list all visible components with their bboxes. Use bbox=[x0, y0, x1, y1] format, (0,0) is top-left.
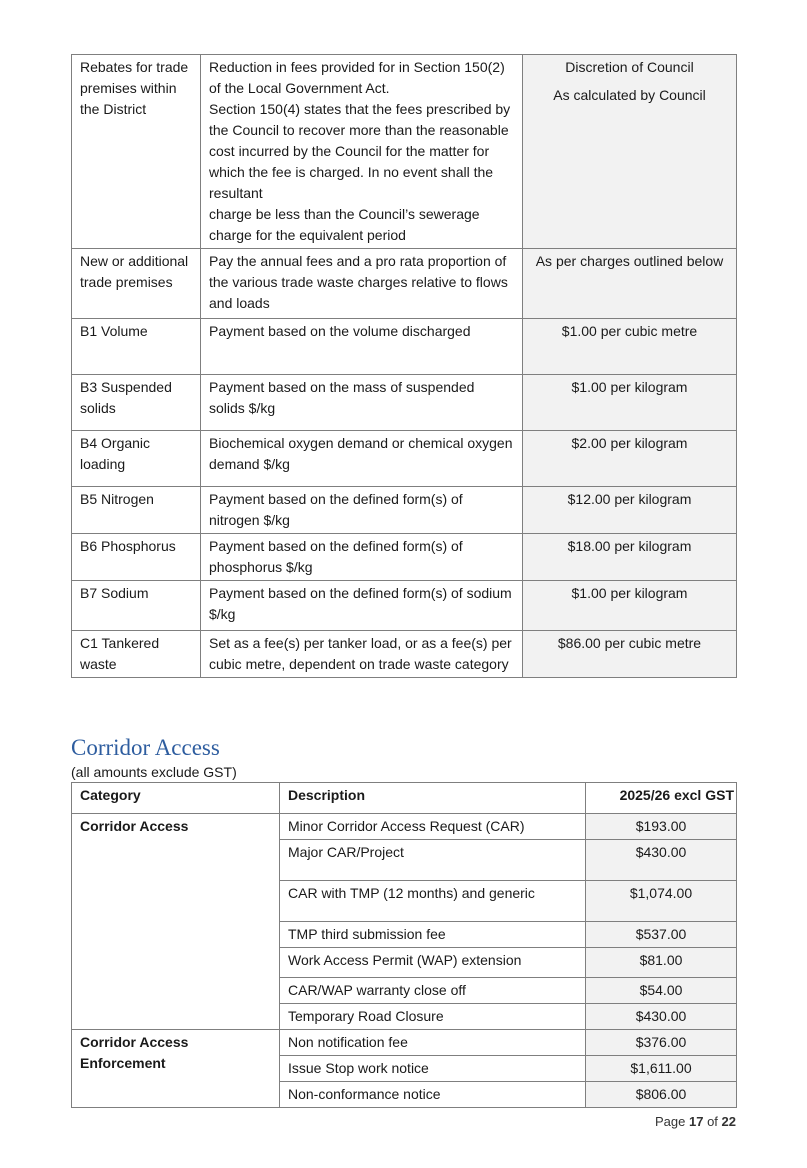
description-line: Payment based on the defined form(s) of sodium $/kg bbox=[209, 585, 512, 622]
corridor-amount: $54.00 bbox=[586, 978, 737, 1004]
corridor-amount: $376.00 bbox=[586, 1030, 737, 1056]
corridor-access-table bbox=[71, 782, 737, 1108]
trade-waste-row bbox=[72, 319, 737, 375]
corridor-description: CAR with TMP (12 months) and generic bbox=[280, 881, 586, 922]
section-title: Corridor Access bbox=[71, 735, 220, 760]
corridor-row bbox=[72, 814, 737, 840]
trade-waste-row bbox=[72, 249, 737, 319]
trade-waste-table bbox=[71, 54, 737, 678]
trade-waste-description bbox=[201, 631, 523, 678]
trade-waste-charge bbox=[523, 487, 737, 534]
trade-waste-category: B5 Nitrogen bbox=[72, 487, 201, 534]
description-line: charge be less than the Council’s sewerage charge for the equivalent period bbox=[209, 206, 480, 243]
corridor-category: Corridor Access bbox=[72, 814, 280, 1030]
trade-waste-description bbox=[201, 249, 523, 319]
corridor-description: CAR/WAP warranty close off bbox=[280, 978, 586, 1004]
trade-waste-category: B6 Phosphorus bbox=[72, 534, 201, 581]
description-line: Payment based on the volume discharged bbox=[209, 323, 471, 339]
corridor-description: Non notification fee bbox=[280, 1030, 586, 1056]
section-note: (all amounts exclude GST) bbox=[71, 764, 237, 780]
trade-waste-category: B1 Volume bbox=[72, 319, 201, 375]
trade-waste-charge bbox=[523, 249, 737, 319]
charge-line: $1.00 per kilogram bbox=[571, 379, 688, 395]
corridor-access-table-body bbox=[72, 814, 737, 1108]
trade-waste-category: New or additional trade premises bbox=[72, 249, 201, 319]
corridor-description: Major CAR/Project bbox=[280, 840, 586, 881]
trade-waste-charge bbox=[523, 631, 737, 678]
corridor-category: Corridor Access Enforcement bbox=[72, 1030, 280, 1108]
charge-line: As per charges outlined below bbox=[535, 253, 724, 269]
trade-waste-category: B4 Organic loading bbox=[72, 431, 201, 487]
corridor-amount: $806.00 bbox=[586, 1082, 737, 1108]
corridor-amount: $1,611.00 bbox=[586, 1056, 737, 1082]
corridor-header-row bbox=[72, 783, 737, 814]
corridor-description: Temporary Road Closure bbox=[280, 1004, 586, 1030]
trade-waste-category: B3 Suspended solids bbox=[72, 375, 201, 431]
corridor-description: Issue Stop work notice bbox=[280, 1056, 586, 1082]
corridor-amount: $430.00 bbox=[586, 840, 737, 881]
corridor-description: Work Access Permit (WAP) extension bbox=[280, 948, 586, 978]
corridor-description: Minor Corridor Access Request (CAR) bbox=[280, 814, 586, 840]
page-word: Page bbox=[654, 1114, 686, 1129]
trade-waste-category: B7 Sodium bbox=[72, 581, 201, 631]
description-line: Payment based on the mass of suspended solids $/kg bbox=[209, 379, 475, 416]
charge-line: $1.00 per kilogram bbox=[571, 585, 688, 601]
trade-waste-row bbox=[72, 581, 737, 631]
header-description: Description bbox=[280, 783, 586, 814]
charge-line: $1.00 per cubic metre bbox=[561, 323, 698, 339]
description-line: Pay the annual fees and a pro rata proportion of the various trade waste charges relative to flows and loads bbox=[209, 253, 508, 311]
trade-waste-row bbox=[72, 534, 737, 581]
of-word: of bbox=[707, 1114, 718, 1129]
charge-line: $86.00 per cubic metre bbox=[557, 635, 702, 651]
trade-waste-row bbox=[72, 55, 737, 249]
trade-waste-description bbox=[201, 487, 523, 534]
corridor-amount: $430.00 bbox=[586, 1004, 737, 1030]
charge-line: $12.00 per kilogram bbox=[567, 491, 692, 507]
trade-waste-charge bbox=[523, 375, 737, 431]
trade-waste-description bbox=[201, 319, 523, 375]
description-line: Biochemical oxygen demand or chemical oxygen demand $/kg bbox=[209, 435, 513, 472]
description-line: Set as a fee(s) per tanker load, or as a fee(s) per cubic metre, dependent on trade waste category bbox=[209, 635, 512, 672]
trade-waste-charge bbox=[523, 581, 737, 631]
description-line: Payment based on the defined form(s) of phosphorus $/kg bbox=[209, 538, 463, 575]
corridor-row bbox=[72, 1030, 737, 1056]
trade-waste-charge bbox=[523, 534, 737, 581]
trade-waste-category: Rebates for trade premises within the District bbox=[72, 55, 201, 249]
trade-waste-row bbox=[72, 375, 737, 431]
page-footer bbox=[655, 1114, 736, 1129]
description-line: Section 150(4) states that the fees prescribed by the Council to recover more than the reasonable cost incurred by the Council for the matter for which the fee is charged. In no event shall the resultant bbox=[209, 101, 511, 201]
header-amount: 2025/26 excl GST bbox=[586, 783, 737, 814]
charge-line: $2.00 per kilogram bbox=[571, 435, 688, 451]
charge-line: $18.00 per kilogram bbox=[567, 538, 692, 554]
corridor-description: Non-conformance notice bbox=[280, 1082, 586, 1108]
charge-line: Discretion of Council bbox=[565, 59, 694, 75]
trade-waste-description bbox=[201, 375, 523, 431]
trade-waste-row bbox=[72, 431, 737, 487]
trade-waste-row bbox=[72, 487, 737, 534]
corridor-amount: $81.00 bbox=[586, 948, 737, 978]
trade-waste-charge bbox=[523, 431, 737, 487]
trade-waste-charge bbox=[523, 55, 737, 249]
corridor-amount: $1,074.00 bbox=[586, 881, 737, 922]
trade-waste-description bbox=[201, 534, 523, 581]
trade-waste-description bbox=[201, 581, 523, 631]
trade-waste-row bbox=[72, 631, 737, 678]
trade-waste-description bbox=[201, 431, 523, 487]
description-line: Payment based on the defined form(s) of nitrogen $/kg bbox=[209, 491, 463, 528]
charge-line: As calculated by Council bbox=[553, 87, 706, 103]
total-pages: 22 bbox=[721, 1114, 736, 1129]
header-category: Category bbox=[72, 783, 280, 814]
corridor-amount: $193.00 bbox=[586, 814, 737, 840]
corridor-amount: $537.00 bbox=[586, 922, 737, 948]
page-number: 17 bbox=[688, 1114, 704, 1129]
trade-waste-table-body bbox=[72, 55, 737, 678]
corridor-description: TMP third submission fee bbox=[280, 922, 586, 948]
trade-waste-charge bbox=[523, 319, 737, 375]
trade-waste-description bbox=[201, 55, 523, 249]
trade-waste-category: C1 Tankered waste bbox=[72, 631, 201, 678]
description-line: Reduction in fees provided for in Section 150(2) of the Local Government Act. bbox=[209, 59, 505, 96]
